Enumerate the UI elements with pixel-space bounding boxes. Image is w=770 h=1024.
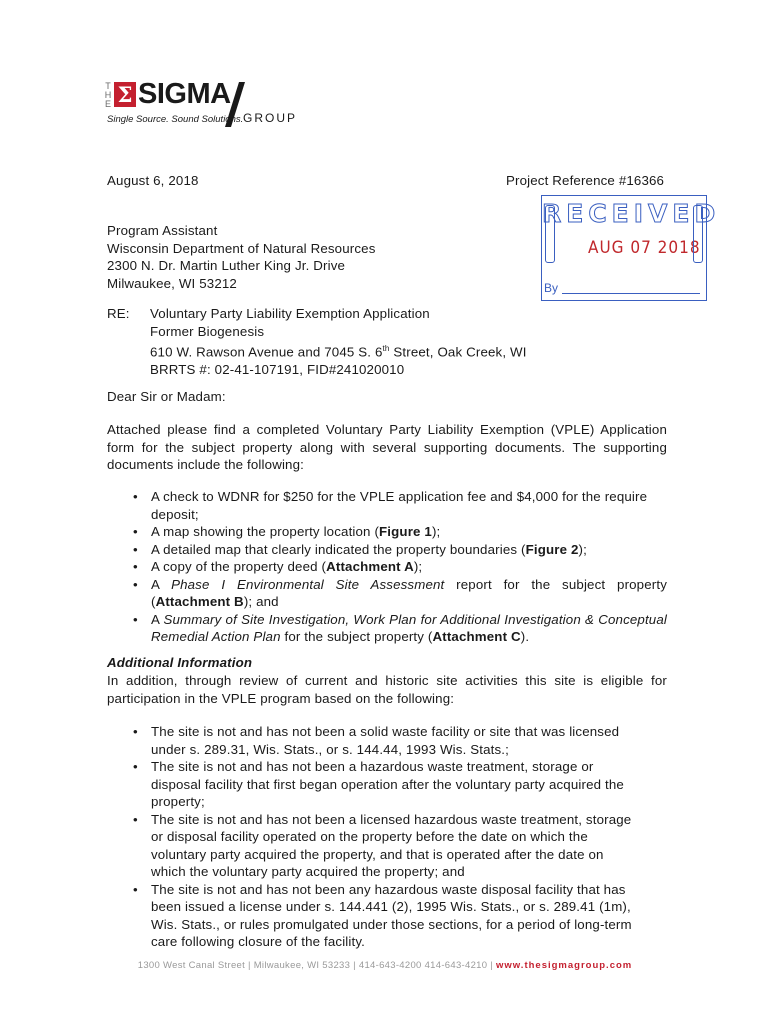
recipient-line: Milwaukee, WI 53212 (107, 275, 237, 291)
salutation: Dear Sir or Madam: (107, 389, 226, 404)
list-item: • The site is not and has not been a hazardous waste treatment, storage or disposal facility that first began operation after the voluntary party acquired the property; (107, 758, 637, 811)
list-item: • The site is not and has not been a licensed hazardous waste treatment, storage or disposal facility operated on the property before the date on which the voluntary party acquired the property, and that is operated after the date on which the voluntary party acquired the property; and (107, 811, 637, 881)
project-reference: Project Reference #16366 (506, 173, 665, 188)
list-item: • A detailed map that clearly indicated the property boundaries (Figure 2); (107, 541, 667, 559)
section-heading: Additional Information (107, 655, 253, 670)
list-item: • The site is not and has not been any hazardous waste disposal facility that has been issued a license under s. 144.441 (2), 1995 Wis. Stats., or s. 289.41 (1m), Wis. Stats., or rules promulgated under those sections, for a period of long-term care following closure of the facility. (107, 881, 637, 951)
stamp-received-text: RECEIVED (542, 199, 721, 228)
list-item: • A Phase I Environmental Site Assessment report for the subject property (Attachment B); and (107, 576, 667, 611)
footer-address: 1300 West Canal Street | Milwaukee, WI 53233 | 414-643-4200 414-643-4210 | (137, 960, 496, 971)
logo-tagline: Single Source. Sound Solutions. (107, 114, 244, 125)
stamp-signature-line (562, 293, 700, 294)
recipient-line: Program Assistant (107, 223, 218, 238)
logo-group-word: GROUP (243, 111, 298, 125)
logo-company-word: SIGMA (138, 78, 231, 110)
letterhead-footer (0, 960, 770, 971)
letter-date: August 6, 2018 (107, 173, 199, 188)
re-block (150, 305, 527, 378)
re-line: 610 W. Rawson Avenue and 7045 S. 6th Street, Oak Creek, WI (150, 344, 527, 360)
list-item: • A Summary of Site Investigation, Work Plan for Additional Investigation & Conceptual Remedial Action Plan for the subject property (Attachment C). (107, 611, 667, 646)
company-logo (103, 78, 323, 133)
recipient-address (107, 222, 376, 292)
additional-paragraph: In addition, through review of current and historic site activities this site is eligible for participation in the VPLE program based on the following: (107, 673, 667, 706)
received-stamp (541, 195, 721, 301)
stamp-bracket-right (693, 205, 703, 263)
stamp-date: AUG 07 2018 (588, 238, 701, 258)
stamp-by-label: By (544, 281, 559, 295)
list-item: • A check to WDNR for $250 for the VPLE application fee and $4,000 for the require deposit; (107, 488, 667, 523)
re-line: Former Biogenesis (150, 323, 265, 339)
sigma-symbol-icon: Σ (114, 82, 136, 107)
recipient-line: 2300 N. Dr. Martin Luther King Jr. Drive (107, 258, 346, 273)
re-line: BRRTS #: 02-41-107191, FID#241020010 (150, 361, 405, 377)
list-item: • The site is not and has not been a solid waste facility or site that was licensed under s. 289.31, Wis. Stats., or s. 144.44, 1993 Wis. Stats.; (107, 723, 637, 758)
recipient-line: Wisconsin Department of Natural Resources (107, 240, 376, 256)
footer-website: www.thesigmagroup.com (495, 960, 633, 971)
eligibility-list (107, 723, 637, 951)
list-item: • A copy of the property deed (Attachment A); (107, 558, 667, 576)
intro-paragraph: Attached please find a completed Voluntary Party Liability Exemption (VPLE) Application form for the subject property along with several supporting documents. The supporting documents include the following: (107, 422, 667, 472)
documents-list (107, 488, 667, 646)
re-label: RE: (107, 306, 130, 321)
re-line: Voluntary Party Liability Exemption Application (150, 306, 430, 321)
logo-the-text: T H E (104, 81, 112, 109)
list-item: • A map showing the property location (Figure 1); (107, 523, 667, 541)
